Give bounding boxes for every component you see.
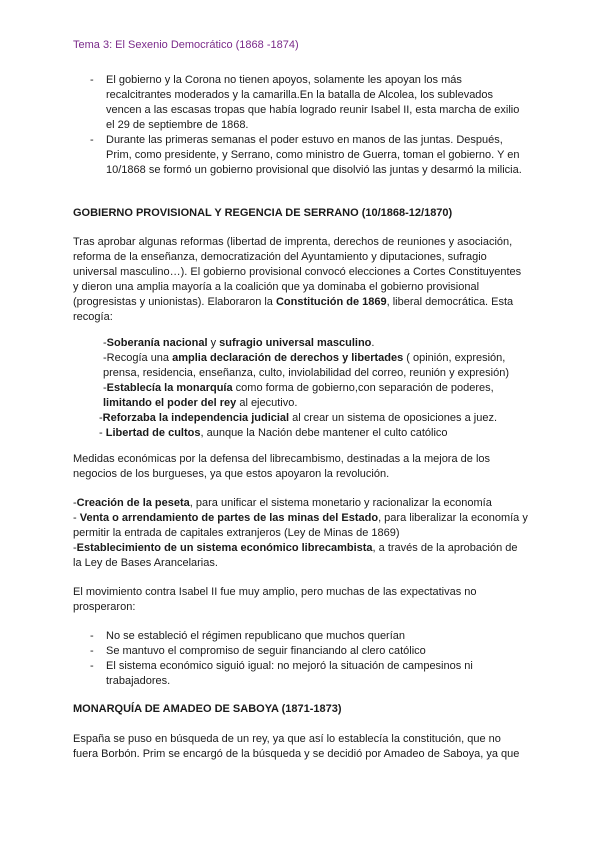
list-item: -Reforzaba la independencia judicial al crear un sistema de oposiciones a juez. <box>99 412 497 424</box>
paragraph: Tras aprobar algunas reformas (libertad de imprenta, derechos de reuniones y asociación, reforma de la enseñanza, democratización del Ayuntamiento y diputaciones, sufragio universal masculino…). El gobierno provisional convocó elecciones a Cortes Constituyentes y dieron una amplia mayoría a la coalición que ya dominaba el gobierno provisional (progresistas y unionistas). Elaboraron la Constitución de 1869, liberal democrática. Esta recogía: <box>73 236 522 323</box>
page-header: Tema 3: El Sexenio Democrático (1868 -1874) <box>73 39 299 51</box>
list-item: - Venta o arrendamiento de partes de las minas del Estado, para liberalizar la economía y permitir la entrada de capitales extranjeros (Ley de Minas de 1869) <box>73 512 528 539</box>
economic-measures <box>73 496 528 571</box>
paragraph: El movimiento contra Isabel II fue muy amplio, pero muchas de las expectativas no prosperaron: <box>73 586 477 613</box>
section-heading: MONARQUÍA DE AMADEO DE SABOYA (1871-1873) <box>73 703 342 715</box>
list-item: - El sistema económico siguió igual: no mejoró la situación de campesinos ni trabajadores. <box>73 659 528 689</box>
constitution-list <box>73 336 528 441</box>
list-item: -Establecimiento de un sistema económico librecambista, a través de la aprobación de la Ley de Bases Arancelarias. <box>73 542 518 569</box>
paragraph: Medidas económicas por la defensa del librecambismo, destinadas a la mejora de los negocios de los burgueses, ya que estos apoyaron la revolución. <box>73 453 491 480</box>
list-item: - Durante las primeras semanas el poder estuvo en manos de las juntas. Después, Prim, como presidente, y Serrano, como ministro de Guerra, toman el gobierno. Y en 10/1868 se formó un gobierno provisional que disolvió las juntas y desarmó la milicia. <box>73 133 528 178</box>
list-item: - El gobierno y la Corona no tienen apoyos, solamente les apoyan los más recalcitrantes moderados y la camarilla.En la batalla de Alcolea, los sublevados vencen a las escasas tropas que había logrado reunir Isabel II, esta marcha de exilio el 29 de septiembre de 1868. <box>73 73 528 133</box>
list-item: -Recogía una amplia declaración de derechos y libertades ( opinión, expresión, prensa, residencia, enseñanza, culto, inviolabilidad del correo, reunión y expresión) <box>103 352 510 379</box>
list-item: -Soberanía nacional y sufragio universal masculino. <box>103 337 375 349</box>
section-heading: GOBIERNO PROVISIONAL Y REGENCIA DE SERRANO (10/1868-12/1870) <box>73 207 453 219</box>
expectations-list <box>73 629 528 689</box>
list-item: - No se estableció el régimen republicano que muchos querían <box>73 629 528 644</box>
list-item: - Se mantuvo el compromiso de seguir financiando al clero católico <box>73 644 528 659</box>
intro-list <box>73 73 528 178</box>
list-item: -Establecía la monarquía como forma de gobierno,con separación de poderes, limitando el poder del rey al ejecutivo. <box>103 382 494 409</box>
paragraph: España se puso en búsqueda de un rey, ya que así lo establecía la constitución, que no fuera Borbón. Prim se encargó de la búsqueda y se decidió por Amadeo de Saboya, ya que <box>73 733 520 760</box>
list-item: -Creación de la peseta, para unificar el sistema monetario y racionalizar la economía <box>73 497 492 509</box>
list-item: - Libertad de cultos, aunque la Nación debe mantener el culto católico <box>99 427 448 439</box>
